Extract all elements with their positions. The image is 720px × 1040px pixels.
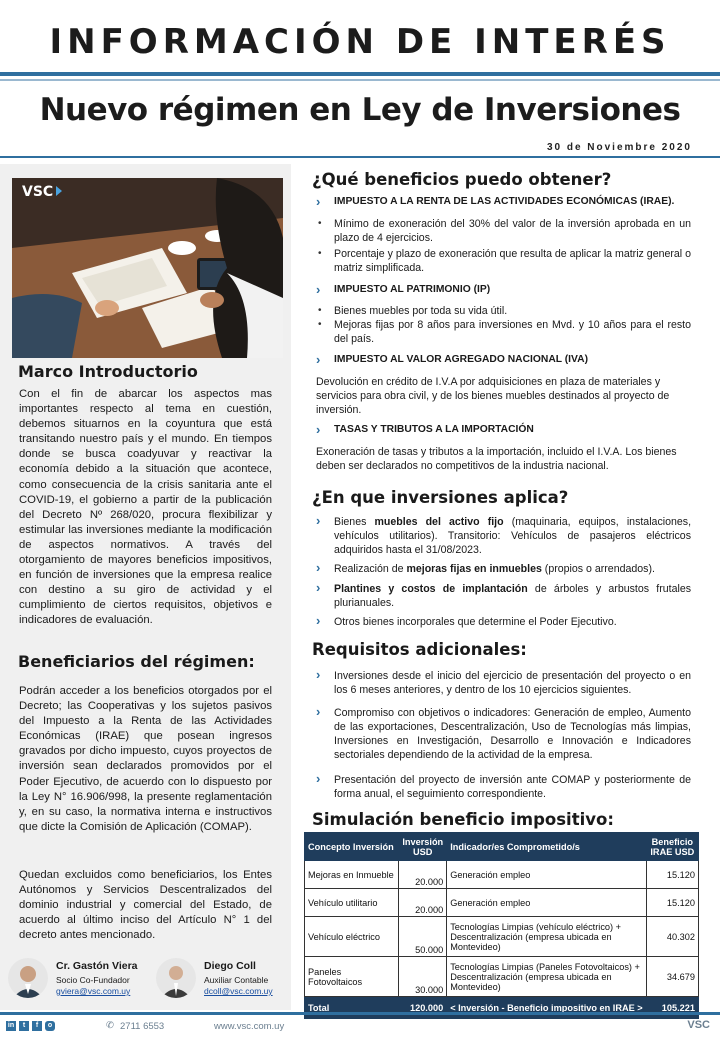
chevron-right-icon: › xyxy=(316,613,321,628)
cell-indicator: Tecnologías Limpias (vehículo eléctrico) + Descentralización (empresa ubicada en Montevideo) xyxy=(447,917,646,957)
bullet-icon: • xyxy=(318,248,322,259)
column-header: Inversión USD xyxy=(399,833,447,861)
simulation-heading: Simulación beneficio impositivo: xyxy=(312,810,614,829)
bullet-icon: • xyxy=(318,319,322,330)
total-note: < Inversión - Beneficio impositivo en IRAE > xyxy=(447,997,646,1019)
footer-divider xyxy=(0,1012,720,1015)
requirement-item: Inversiones desde el inicio del ejercicio de presentación del proyecto o en los 6 meses anteriores, y dentro de los 10 ejercicios siguientes. xyxy=(334,670,691,696)
contact-email-link[interactable]: gviera@vsc.com.uy xyxy=(56,986,131,996)
left-column xyxy=(0,164,291,1010)
phone-icon: ✆ xyxy=(106,1020,114,1031)
investment-item: Otros bienes incorporales que determine el Poder Ejecutivo. xyxy=(334,616,617,628)
cell-indicator: Generación empleo xyxy=(447,889,646,917)
table-header-row xyxy=(305,833,699,861)
cell-investment: 20.000 xyxy=(399,861,447,889)
page-title: Nuevo régimen en Ley de Inversiones xyxy=(39,92,681,128)
contact-email-link[interactable]: dcoll@vsc.com.uy xyxy=(204,986,273,996)
investment-item: Bienes muebles del activo fijo (maquinaria, equipos, instalaciones, vehículos utilitarios). Transitorio: Vehículos de pasajeros eléctricos adquiridos hasta el 31/08/2023. xyxy=(334,516,692,556)
footer-logo: VSC xyxy=(687,1019,710,1031)
table-row xyxy=(305,957,699,997)
cell-concept: Mejoras en Inmueble xyxy=(305,861,399,889)
chevron-right-icon: › xyxy=(316,352,321,367)
chevron-right-icon: › xyxy=(316,194,321,209)
cell-concept: Paneles Fotovoltaicos xyxy=(305,957,399,997)
contact-card xyxy=(156,958,286,1006)
investment-item: Plantines y costos de implantación de árboles y arbustos frutales plurianuales. xyxy=(334,583,692,609)
tasas-title: TASAS Y TRIBUTOS A LA IMPORTACIÓN xyxy=(334,424,534,435)
chevron-right-icon: › xyxy=(316,704,321,719)
requirement-item: Compromiso con objetivos o indicadores: Generación de empleo, Aumento de las exportaciones, Descentralización, Uso de Tecnologías más limpias, Inversiones en Investigación, Desarrollo e Innovación e Indicadores sectoriales dependiendo de la actividad de la empresa. xyxy=(334,707,691,761)
cell-indicator: Tecnologías Limpias (Paneles Fotovoltaicos) + Descentralización (empresa ubicada en Montevideo) xyxy=(447,957,646,997)
total-benefit: 105.221 xyxy=(646,997,698,1019)
investment-item: Realización de mejoras fijas en inmuebles (propios o arrendados). xyxy=(334,563,655,575)
benefits-heading: ¿Qué beneficios puedo obtener? xyxy=(312,170,612,189)
simulation-table xyxy=(304,832,699,1019)
total-investment: 120.000 xyxy=(399,997,447,1019)
cell-benefit: 15.120 xyxy=(646,861,698,889)
avatar xyxy=(156,958,196,998)
irae-item: Porcentaje y plazo de exoneración que resulta de aplicar la matriz general o matriz simplificada. xyxy=(334,248,691,274)
cell-concept: Vehículo utilitario xyxy=(305,889,399,917)
table-row xyxy=(305,889,699,917)
cell-indicator: Generación empleo xyxy=(447,861,646,889)
header-divider xyxy=(0,72,720,76)
facebook-icon[interactable]: f xyxy=(32,1021,42,1031)
footer-phone: 2711 6553 xyxy=(120,1021,165,1032)
chevron-right-icon: › xyxy=(316,560,321,575)
photo-logo: VSC xyxy=(22,184,54,200)
tasas-text: Exoneración de tasas y tributos a la importación, incluido el I.V.A. Los bienes deben ser declarados no competitivos de la industria nacional. xyxy=(316,446,677,472)
chevron-right-icon: › xyxy=(316,282,321,297)
contact-name: Diego Coll xyxy=(204,960,256,972)
ip-item: Bienes muebles por toda su vida útil. xyxy=(334,305,508,317)
contact-card xyxy=(8,958,148,1006)
iva-title: IMPUESTO AL VALOR AGREGADO NACIONAL (IVA) xyxy=(334,354,588,365)
iva-text: Devolución en crédito de I.V.A por adquisiciones en plaza de materiales y servicios para obra civil, y de los bienes muebles destinados al proyecto de inversión. xyxy=(316,376,670,416)
avatar xyxy=(8,958,48,998)
ip-item: Mejoras fijas por 8 años para inversiones en Mvd. y 10 años para el resto del país. xyxy=(334,319,691,345)
beneficiaries-heading: Beneficiarios del régimen: xyxy=(18,652,255,671)
requirement-item: Presentación del proyecto de inversión ante COMAP y posteriormente de forma anual, el seguimiento correspondiente. xyxy=(334,774,691,800)
chevron-right-icon: › xyxy=(316,422,321,437)
chevron-right-icon: › xyxy=(316,771,321,786)
bullet-icon: • xyxy=(318,218,322,229)
title-divider xyxy=(0,156,720,158)
cell-benefit: 34.679 xyxy=(646,957,698,997)
irae-item: Mínimo de exoneración del 30% del valor de la inversión aprobada en un plazo de 4 ejercicios. xyxy=(334,218,691,244)
cell-benefit: 15.120 xyxy=(646,889,698,917)
header-photo xyxy=(12,178,283,358)
requirements-heading: Requisitos adicionales: xyxy=(312,640,527,659)
intro-heading: Marco Introductorio xyxy=(18,362,198,381)
beneficiaries-text: Podrán acceder a los beneficios otorgados por el Decreto; las Cooperativas y los sujetos pasivos del Impuesto a la Renta de las Actividades Económicas (IRAE) que posean ingresos gravados por dicho impuesto, cuyos proyectos de inversión sean declarados promovidos por el Poder Ejecutivo, de acuerdo con lo dispuesto por la Ley N° 16.906/998, la presente reglamentación y, en su caso, la normativa interna e instructivos que dicte la Comisión de Aplicación (COMAP). xyxy=(19,685,272,833)
chevron-right-icon: › xyxy=(316,513,321,528)
chevron-right-icon: › xyxy=(316,667,321,682)
bullet-icon: • xyxy=(318,305,322,316)
exclusions-text: Quedan excluidos como beneficiarios, los Entes Autónomos y Servicios Descentralizados del dominio industrial y comercial del Estado, de acuerdo al último inciso del Artículo N° 1 del decreto antes mencionado. xyxy=(19,869,272,942)
publication-date: 30 de Noviembre 2020 xyxy=(546,142,692,153)
cell-concept: Vehículo eléctrico xyxy=(305,917,399,957)
table-total-row xyxy=(305,997,699,1019)
cell-investment: 30.000 xyxy=(399,957,447,997)
contact-role: Socio Co-Fundador xyxy=(56,975,130,985)
chevron-right-icon: › xyxy=(316,580,321,595)
footer-website-link[interactable]: www.vsc.com.uy xyxy=(214,1021,285,1032)
instagram-icon[interactable]: o xyxy=(45,1021,55,1031)
intro-text: Con el fin de abarcar los aspectos mas importantes respecto al tema en cuestión, debemos situarnos en la coyuntura que está transitando nuestro país y el mundo. En tiempos donde se busca coadyuvar y reactivar la economía debido a la situación que acontece, como consecuencia de la crisis sanitaria ante el COVID-19, el gobierno a partir de la publicación del Decreto Nº 268/020, procura flexibilizar y estimular las inversiones mediante la modificación de aspectos normativos. A través del otorgamiento de mayores beneficios impositivos, en función de inversiones que la empresa realice con destino a su giro de actividad y el cumplimiento de ciertos requisitos, objetivos e indicadores de evaluación. xyxy=(19,388,272,627)
linkedin-icon[interactable]: in xyxy=(7,1022,15,1029)
column-header: Concepto Inversión xyxy=(305,833,399,861)
column-header: Beneficio IRAE USD xyxy=(646,833,698,861)
meeting-illustration xyxy=(12,178,283,358)
table-row xyxy=(305,917,699,957)
ip-title: IMPUESTO AL PATRIMONIO (IP) xyxy=(334,284,491,295)
total-label: Total xyxy=(305,997,399,1019)
column-header: Indicador/es Comprometido/s xyxy=(447,833,646,861)
irae-title: IMPUESTO A LA RENTA DE LAS ACTIVIDADES ECONÓMICAS (IRAE). xyxy=(334,196,675,207)
twitter-icon[interactable]: t xyxy=(19,1021,29,1031)
footer xyxy=(0,1019,720,1039)
header-divider-thin xyxy=(0,79,720,81)
table-row xyxy=(305,861,699,889)
cell-investment: 50.000 xyxy=(399,917,447,957)
investments-heading: ¿En que inversiones aplica? xyxy=(312,488,569,507)
contact-role: Auxiliar Contable xyxy=(204,975,269,985)
cell-investment: 20.000 xyxy=(399,889,447,917)
contact-name: Cr. Gastón Viera xyxy=(56,960,138,972)
cell-benefit: 40.302 xyxy=(646,917,698,957)
section-title: INFORMACIÓN DE INTERÉS xyxy=(49,22,671,62)
